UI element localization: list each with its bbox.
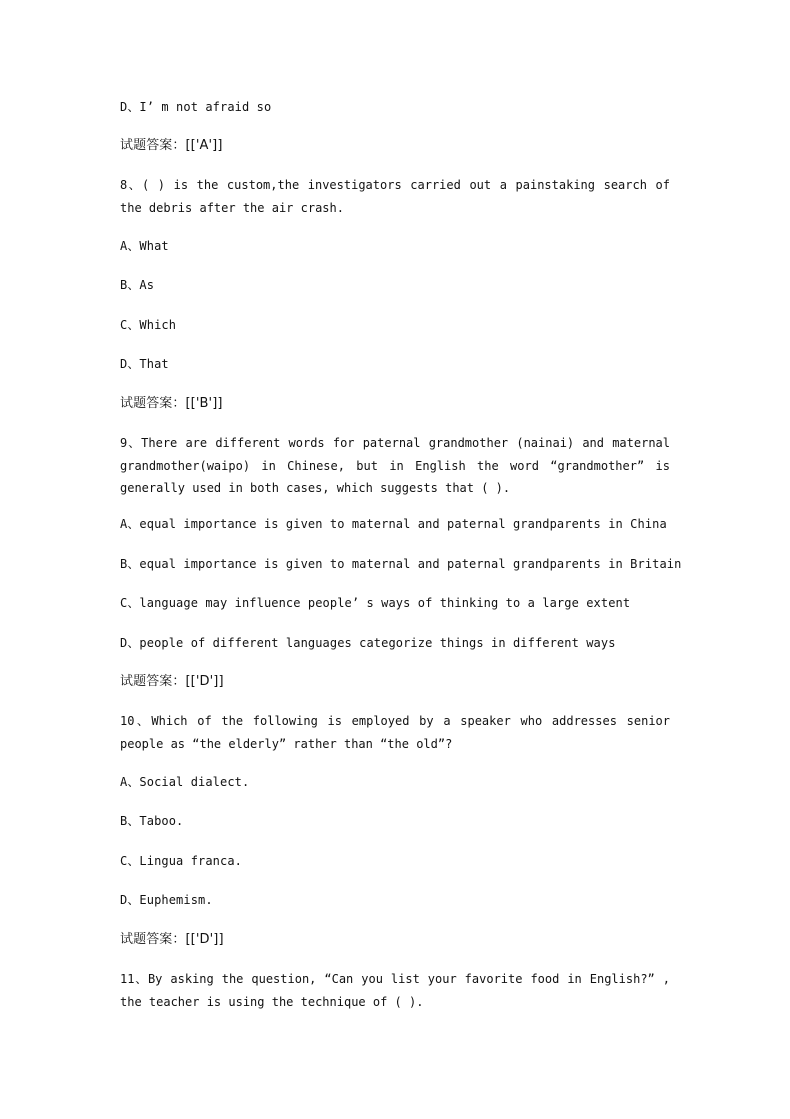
q8-answer: 试题答案：[['B']] <box>120 396 223 411</box>
q9-stem: 9、There are different words for paternal grandmother (nainai) and maternal grandmother(waipo) in Chinese, but in English the word “grandmother” is generally used in both cases, which suggests that ( ). <box>120 436 670 495</box>
q9-option-b: B、equal importance is given to maternal and paternal grandparents in Britain <box>120 557 682 571</box>
q8-option-b: B、As <box>120 278 155 292</box>
q9-option-a: A、equal importance is given to maternal and paternal grandparents in China <box>120 517 667 531</box>
q9-option-c: C、language may influence people’ s ways of thinking to a large extent <box>120 596 631 610</box>
q10-option-b: B、Taboo. <box>120 814 184 828</box>
q7-answer: 试题答案：[['A']] <box>120 138 223 153</box>
q9-answer: 试题答案：[['D']] <box>120 674 224 689</box>
q10-option-d: D、Euphemism. <box>120 893 213 907</box>
q10-option-c: C、Lingua franca. <box>120 854 242 868</box>
q11-stem: 11、By asking the question, “Can you list your favorite food in English?” , the teacher is using the technique of ( ). <box>120 972 670 1009</box>
q10-option-a: A、Social dialect. <box>120 775 250 789</box>
q10-stem: 10、Which of the following is employed by a speaker who addresses senior people as “the elderly” rather than “the old”? <box>120 714 670 751</box>
q8-option-a: A、What <box>120 239 169 253</box>
q7-option-d: D、I’ m not afraid so <box>120 100 272 114</box>
q9-option-d: D、people of different languages categorize things in different ways <box>120 636 616 650</box>
q8-stem: 8、( ) is the custom,the investigators carried out a painstaking search of the debris after the air crash. <box>120 178 670 215</box>
q10-answer: 试题答案：[['D']] <box>120 932 224 947</box>
q8-option-d: D、That <box>120 357 169 371</box>
q8-option-c: C、Which <box>120 318 177 332</box>
